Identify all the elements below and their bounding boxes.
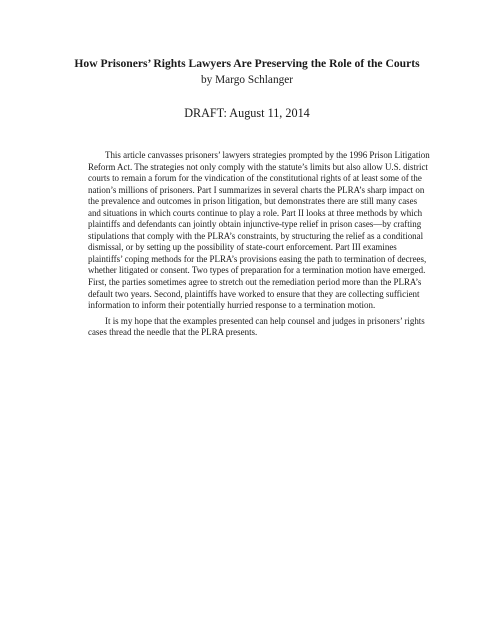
author-byline: by Margo Schlanger [200,74,294,86]
abstract-paragraph: This article canvasses prisoners’ lawyers strategies prompted by the 1996 Prison Litigation Reform Act. The strategies not only comply with the statute’s limits but also allow U.S. district courts to remain a forum for the vindication of the constitutional rights of at least some of the nation’s millions of prisoners. Part I summarizes in several charts the PLRA’s sharp impact on the prevalence and outcomes in prison litigation, but demonstrates there are still many cases and situations in which courts continue to play a role. Part II looks at three methods by which plaintiffs and defendants can jointly obtain injunctive-type relief in prison cases—by crafting stipulations that comply with the PLRA’s constraints, by structuring the relief as a conditional dismissal, or by setting up the possibility of state-court enforcement. Part III examines plaintiffs’ coping methods for the PLRA’s provisions easing the path to termination of decrees, whether litigated or consent. Two types of preparation for a termination motion have emerged. First, the parties sometimes agree to stretch out the remediation period more than the PLRA’s default two years. Second, plaintiffs have worked to ensure that they are collecting sufficient information to inform their potentially hurried response to a termination motion. [88,150,430,311]
abstract [88,150,432,343]
draft-date: DRAFT: August 11, 2014 [184,106,310,120]
document-title: How Prisoners’ Rights Lawyers Are Preserving the Role of the Courts [74,57,420,70]
abstract-paragraph: It is my hope that the examples presented can help counsel and judges in prisoners’ rights cases thread the needle that the PLRA presents. [88,315,425,338]
